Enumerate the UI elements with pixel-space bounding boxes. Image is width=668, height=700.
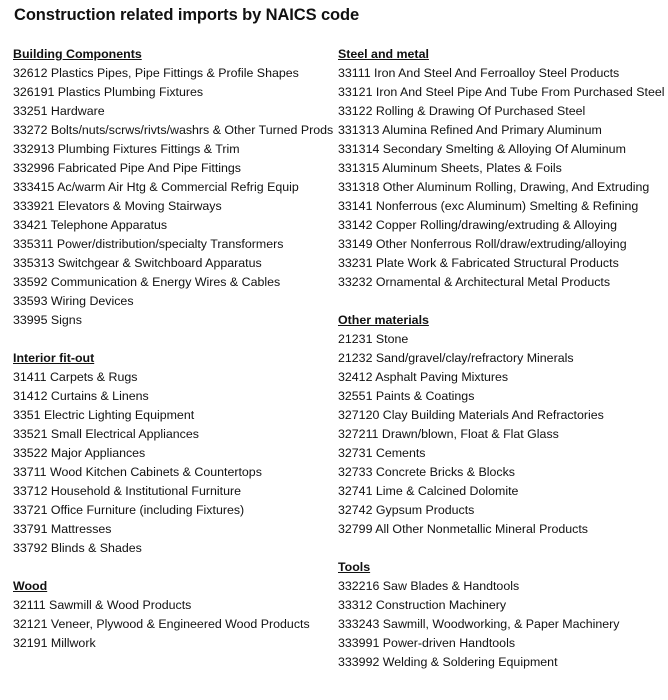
list-item: 32731 Cements	[338, 446, 426, 460]
list-item: 33712 Household & Institutional Furniture	[13, 484, 241, 498]
list-item: 333921 Elevators & Moving Stairways	[13, 199, 222, 213]
list-item: 327120 Clay Building Materials And Refractories	[338, 408, 604, 422]
list-item: 335313 Switchgear & Switchboard Apparatus	[13, 256, 262, 270]
list-item: 33522 Major Appliances	[13, 446, 146, 460]
list-item: 332913 Plumbing Fixtures Fittings & Trim	[13, 142, 240, 156]
list-item: 33232 Ornamental & Architectural Metal Products	[338, 275, 611, 289]
list-item: 33121 Iron And Steel Pipe And Tube From Purchased Steel	[338, 85, 665, 99]
section-steel-and-metal	[338, 45, 664, 292]
list-item: 332216 Saw Blades & Handtools	[338, 579, 520, 593]
list-item: 32121 Veneer, Plywood & Engineered Wood Products	[13, 617, 310, 631]
list-item: 32733 Concrete Bricks & Blocks	[338, 465, 515, 479]
list-item: 21232 Sand/gravel/clay/refractory Minerals	[338, 351, 574, 365]
list-item: 32741 Lime & Calcined Dolomite	[338, 484, 519, 498]
page-title: Construction related imports by NAICS code	[14, 6, 360, 24]
list-item: 31412 Curtains & Linens	[13, 389, 149, 403]
list-item: 3351 Electric Lighting Equipment	[13, 408, 195, 422]
list-item: 333992 Welding & Soldering Equipment	[338, 655, 558, 669]
section-tools	[338, 558, 664, 672]
list-item: 33141 Nonferrous (exc Aluminum) Smelting & Refining	[338, 199, 639, 213]
list-item: 33421 Telephone Apparatus	[13, 218, 168, 232]
list-item: 32412 Asphalt Paving Mixtures	[338, 370, 509, 384]
list-item: 33521 Small Electrical Appliances	[13, 427, 199, 441]
list-item: 33149 Other Nonferrous Roll/draw/extruding/alloying	[338, 237, 627, 251]
list-item: 33142 Copper Rolling/drawing/extruding & Alloying	[338, 218, 617, 232]
list-item: 32612 Plastics Pipes, Pipe Fittings & Profile Shapes	[13, 66, 299, 80]
list-item: 32742 Gypsum Products	[338, 503, 475, 517]
list-item: 333991 Power-driven Handtools	[338, 636, 516, 650]
list-item: 33711 Wood Kitchen Cabinets & Countertops	[13, 465, 262, 479]
list-item: 33791 Mattresses	[13, 522, 112, 536]
section-other-materials	[338, 311, 664, 539]
section-heading: Tools	[338, 560, 371, 574]
list-item: 33592 Communication & Energy Wires & Cables	[13, 275, 281, 289]
list-item: 33721 Office Furniture (including Fixtures)	[13, 503, 245, 517]
list-item: 333243 Sawmill, Woodworking, & Paper Machinery	[338, 617, 620, 631]
section-heading: Wood	[13, 579, 48, 593]
list-item: 33272 Bolts/nuts/scrws/rivts/washrs & Other Turned Prods	[13, 123, 334, 137]
section-building-components	[13, 45, 333, 330]
section-interior-fit-out	[13, 349, 333, 558]
list-item: 32799 All Other Nonmetallic Mineral Products	[338, 522, 588, 536]
list-item: 33593 Wiring Devices	[13, 294, 134, 308]
left-column	[13, 45, 333, 672]
list-item: 331314 Secondary Smelting & Alloying Of Aluminum	[338, 142, 626, 156]
section-heading: Steel and metal	[338, 47, 429, 61]
section-heading: Interior fit-out	[13, 351, 95, 365]
list-item: 33111 Iron And Steel And Ferroalloy Steel Products	[338, 66, 620, 80]
list-item: 331313 Alumina Refined And Primary Aluminum	[338, 123, 602, 137]
section-wood	[13, 577, 333, 653]
section-heading: Building Components	[13, 47, 142, 61]
list-item: 32551 Paints & Coatings	[338, 389, 475, 403]
list-item: 326191 Plastics Plumbing Fixtures	[13, 85, 204, 99]
section-heading: Other materials	[338, 313, 429, 327]
list-item: 21231 Stone	[338, 332, 409, 346]
list-item: 33122 Rolling & Drawing Of Purchased Steel	[338, 104, 586, 118]
list-item: 32191 Millwork	[13, 636, 96, 650]
list-item: 31411 Carpets & Rugs	[13, 370, 138, 384]
right-column	[338, 45, 664, 691]
list-item: 33995 Signs	[13, 313, 82, 327]
list-item: 335311 Power/distribution/specialty Transformers	[13, 237, 284, 251]
list-item: 33231 Plate Work & Fabricated Structural Products	[338, 256, 619, 270]
list-item: 32111 Sawmill & Wood Products	[13, 598, 192, 612]
list-item: 327211 Drawn/blown, Float & Flat Glass	[338, 427, 559, 441]
list-item: 33312 Construction Machinery	[338, 598, 507, 612]
list-item: 332996 Fabricated Pipe And Pipe Fittings	[13, 161, 241, 175]
list-item: 333415 Ac/warm Air Htg & Commercial Refrig Equip	[13, 180, 299, 194]
list-item: 331318 Other Aluminum Rolling, Drawing, And Extruding	[338, 180, 650, 194]
list-item: 331315 Aluminum Sheets, Plates & Foils	[338, 161, 562, 175]
list-item: 33251 Hardware	[13, 104, 105, 118]
list-item: 33792 Blinds & Shades	[13, 541, 142, 555]
